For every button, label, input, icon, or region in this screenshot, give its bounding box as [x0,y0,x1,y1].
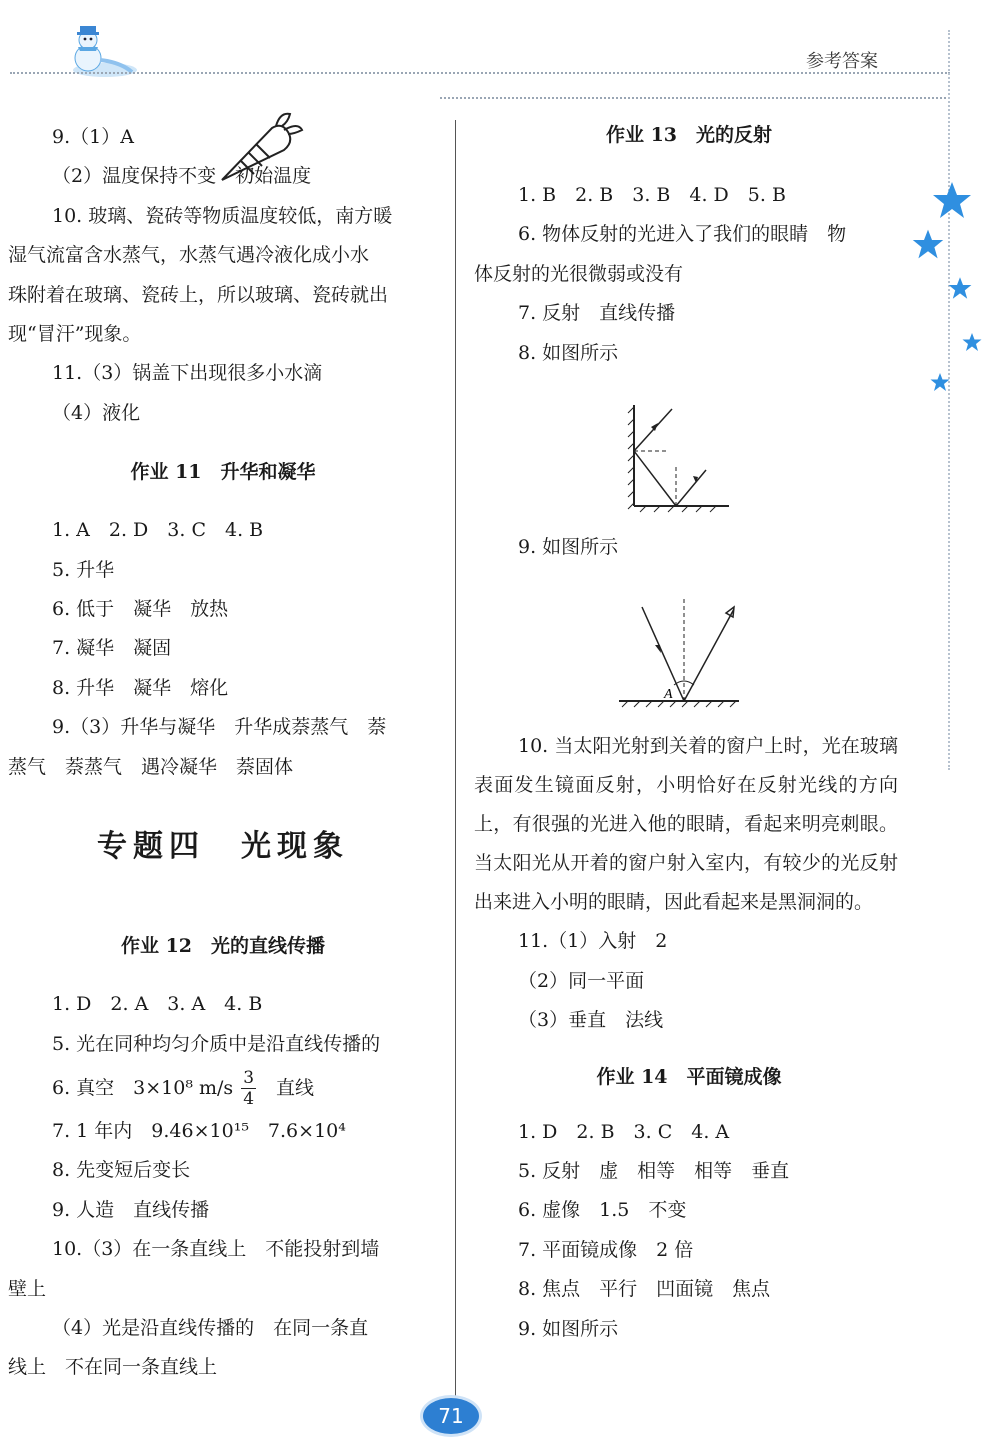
topic-title: 专题四 光现象 [97,829,349,865]
answer-line: 7. 反射 直线传播 [518,302,676,325]
fraction-numerator: 3 [243,1068,255,1089]
answer-line: 8. 如图所示 [518,341,619,364]
page-number: 71 [423,1398,479,1434]
answer-line: （2）同一平面 [518,969,645,992]
header-title: 参考答案 [806,51,878,72]
fraction [241,1068,256,1109]
answer-line: （4）光是沿直线传播的 在同一条直 [52,1316,369,1339]
answer-line: 9. 如图所示 [518,1317,619,1340]
answer-line: 8. 先变短后变长 [52,1159,191,1182]
answer-line: 7. 1 年内 9.46×10¹⁵ 7.6×10⁴ [52,1119,346,1142]
answer-line: 7. 凝华 凝固 [52,637,172,660]
answer-line: （3）垂直 法线 [518,1009,664,1032]
answer-line: 11.（1）入射 2 [518,930,668,953]
answer-line: 6. 物体反射的光进入了我们的眼睛 物 [518,223,847,246]
answer-line: 6. 低于 凝华 放热 [52,598,229,621]
star-icon [948,276,972,300]
answer-line: 5. 升华 [52,558,115,581]
star-icon [962,332,982,352]
answer-line: 1. A 2. D 3. C 4. B [52,519,264,542]
answer-line: 湿气流富含水蒸气，水蒸气遇冷液化成小水 [8,244,370,267]
assignment-title: 作业 11 升华和凝华 [130,461,316,484]
answer-line: （4）液化 [52,401,141,424]
answer-paragraph: 10. 当太阳光射到关着的窗户上时，光在玻璃表面发生镜面反射，小明恰好在反射光线的方向上，有很强的光进入他的眼睛，看起来明亮刺眼。当太阳光从开着的窗户射入室内，有较少的光反射出来进入小明的眼睛，因此看起来是黑洞洞的。 [474,735,898,914]
answer-line: 8. 升华 凝华 熔化 [52,676,229,699]
answer-text: 直线 [276,1076,315,1099]
answer-line: 体反射的光很微弱或没有 [474,262,684,285]
star-icon [930,372,950,392]
answer-line: 9.（3）升华与凝华 升华成萘蒸气 萘 [52,716,387,739]
fraction-denominator: 4 [243,1089,255,1110]
answer-line: 线上 不在同一条直线上 [8,1356,218,1379]
snowman-icon [60,20,140,78]
answer-line: 蒸气 萘蒸气 遇冷凝华 萘固体 [8,755,294,778]
answer-line: 1. D 2. A 3. A 4. B [52,993,263,1016]
answer-line: 壁上 [8,1277,47,1300]
left-column [8,118,438,1388]
right-column [474,118,904,1349]
answer-line: （2）温度保持不变 初始温度 [52,165,312,188]
column-divider [455,120,456,1410]
answer-line: 现“冒汗”现象。 [8,323,142,346]
answer-line: 1. B 2. B 3. B 4. D 5. B [518,184,786,206]
answer-line: 9. 人造 直线传播 [52,1198,210,1221]
assignment-title: 作业 12 光的直线传播 [120,935,326,958]
hw14-title: 作业 14 平面镜成像 [596,1065,782,1088]
answer-line: 9. 如图所示 [518,536,619,559]
answer-line: 8. 焦点 平行 凹面镜 焦点 [518,1278,771,1301]
answer-line: 5. 反射 虚 相等 相等 垂直 [518,1160,790,1183]
answer-line: 5. 光在同种均匀介质中是沿直线传播的 [52,1032,381,1055]
answer-line: 1. D 2. B 3. C 4. A [518,1120,730,1143]
figure-8-diagram [474,373,904,528]
answer-line: 珠附着在玻璃、瓷砖上，所以玻璃、瓷砖就出 [8,283,389,306]
star-icon [912,228,944,260]
answer-text: 6. 真空 3×10⁸ m/s [52,1076,234,1099]
answer-line: 6. 虚像 1.5 不变 [518,1199,687,1222]
answer-line: 11.（3）锅盖下出现很多小水滴 [52,362,323,385]
answer-line [8,1064,438,1112]
hw13-title: 作业 13 光的反射 [605,124,773,146]
answer-line: 9.（1）A [52,126,134,148]
answer-line: 10.（3）在一条直线上 不能投射到墙 [52,1238,380,1261]
figure-9-diagram [474,567,904,727]
header-rule-2 [440,97,950,99]
margin-rule [948,30,950,770]
figure-9-point-label: A [664,687,673,703]
answer-line: 7. 平面镜成像 2 倍 [518,1238,694,1261]
answer-line: 10. 玻璃、瓷砖等物质温度较低，南方暖 [52,204,393,227]
star-icon [932,180,972,220]
